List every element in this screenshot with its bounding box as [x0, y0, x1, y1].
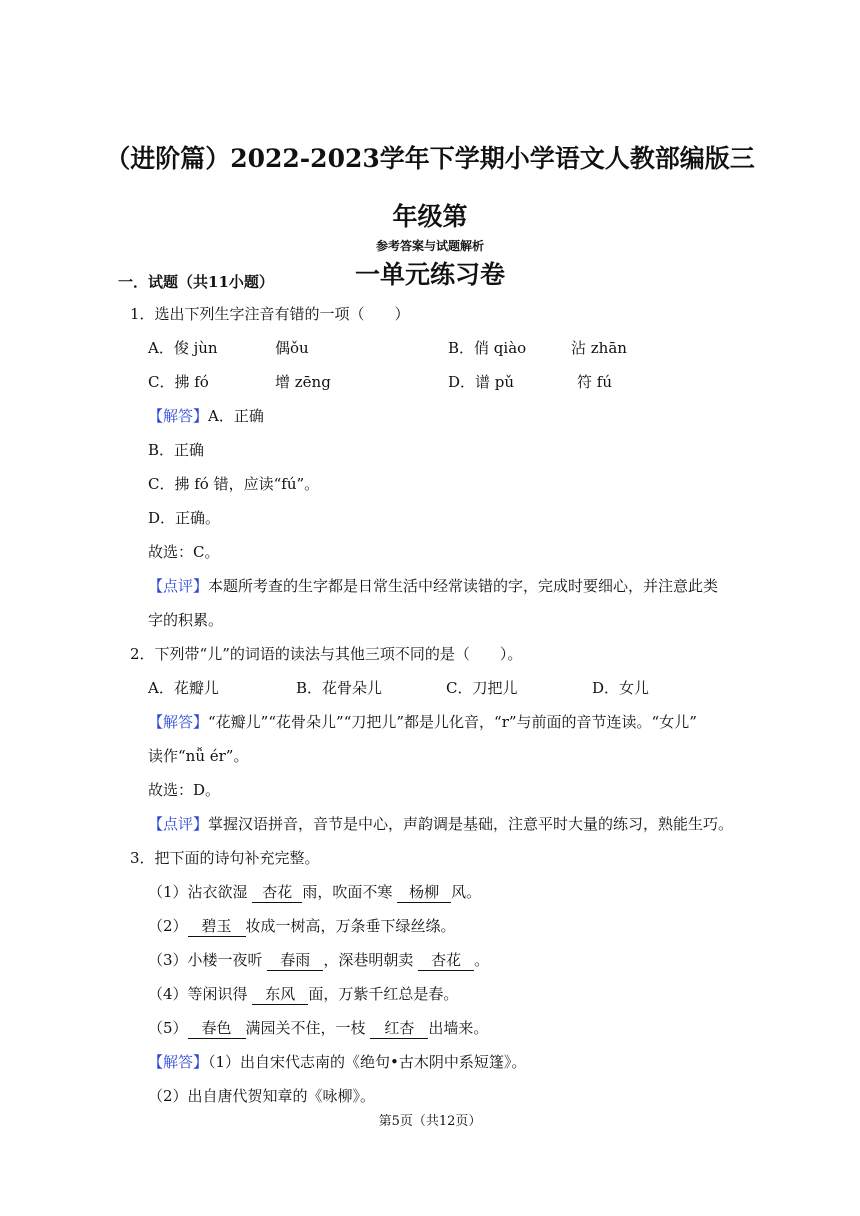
comment-tag: 【点评】 — [148, 815, 209, 833]
q3-line-4 — [148, 984, 458, 1005]
q3-line-5-text-1: （5） — [148, 1019, 188, 1037]
q3-line-5-blank-1: 春色 — [188, 1018, 246, 1039]
q3-line-3-text-2: ，深巷明朝卖 — [323, 951, 419, 969]
q2-option-c: C．刀把儿 — [446, 679, 518, 697]
title-line-2: 一单元练习卷 — [354, 260, 505, 289]
q2-answer — [148, 712, 697, 732]
q3-line-5 — [148, 1018, 488, 1039]
q2-option-d: D．女儿 — [592, 679, 650, 697]
q2-option-a: A．花瓣儿 — [148, 679, 219, 697]
q3-line-3-blank-1: 春雨 — [267, 950, 323, 971]
q1-option-b: B．俏 qiào — [448, 339, 527, 357]
q1-option-a-2: 偶ǒu — [275, 339, 309, 357]
q1-answer-text: A．正确 — [208, 407, 264, 425]
q3-line-5-text-3: 出墙来。 — [428, 1019, 489, 1037]
q3-line-1-blank-1: 杏花 — [252, 882, 302, 903]
q3-line-3-blank-2: 杏花 — [418, 950, 474, 971]
q3-line-3 — [148, 950, 489, 971]
q1-answer-c: C．拂 fó 错，应读“fú”。 — [148, 475, 320, 493]
q3-line-2-text-2: 妆成一树高，万条垂下绿丝绦。 — [245, 917, 456, 935]
q1-comment-text: 本题所考查的生字都是日常生活中经常读错的字，完成时要细心，并注意此类 — [208, 577, 719, 595]
q2-option-b: B．花骨朵儿 — [296, 679, 383, 697]
q3-line-3-text-3: 。 — [474, 951, 490, 969]
answer-tag: 【解答】 — [148, 407, 209, 425]
q1-choice: 故选：C。 — [148, 543, 220, 561]
q3-line-4-text-1: （4）等闲识得 — [148, 985, 253, 1003]
q3-line-1-text-2: 雨，吹面不寒 — [302, 883, 398, 901]
q3-line-1 — [148, 882, 481, 903]
q1-answer-b: B．正确 — [148, 441, 205, 459]
title-line-1: （进阶篇）2022-2023学年下学期小学语文人教部编版三年级第 — [105, 144, 755, 231]
q3-line-4-blank-1: 东风 — [252, 984, 308, 1005]
q3-line-4-text-2: 面，万紫千红总是春。 — [308, 985, 459, 1003]
page-footer: 第5页（共12页） — [378, 1114, 482, 1129]
q3-line-2 — [148, 916, 456, 937]
q3-answer-text: （1）出自宋代志南的《绝句•古木阴中系短篷》。 — [208, 1053, 527, 1071]
q1-option-d: D．谱 pǔ — [448, 373, 515, 391]
q2-answer-text: “花瓣儿”“花骨朵儿”“刀把儿”都是儿化音，“r”与前面的音节连读。“女儿” — [208, 713, 697, 731]
q1-option-c: C．拂 fó — [148, 373, 209, 391]
q3-line-2-text-1: （2） — [148, 917, 188, 935]
comment-tag: 【点评】 — [148, 577, 209, 595]
section-heading: 一．试题（共11小题） — [118, 273, 274, 291]
q3-stem: 3．把下面的诗句补充完整。 — [130, 849, 320, 867]
subtitle: 参考答案与试题解析 — [375, 239, 484, 253]
q3-answer — [148, 1052, 526, 1072]
q3-line-5-text-2: 满园关不住，一枝 — [245, 1019, 371, 1037]
q3-line-5-blank-2: 红杏 — [370, 1018, 428, 1039]
q1-option-c-2: 增 zēng — [275, 373, 331, 391]
q1-answer-d: D．正确。 — [148, 509, 221, 527]
q2-comment — [148, 814, 733, 834]
answer-tag: 【解答】 — [148, 1053, 209, 1071]
q1-option-a: A．俊 jùn — [148, 339, 218, 357]
q1-stem: 1．选出下列生字注音有错的一项（ ） — [130, 305, 410, 323]
q1-comment — [148, 576, 718, 596]
answer-tag: 【解答】 — [148, 713, 209, 731]
q3-answer-cont: （2）出自唐代贺知章的《咏柳》。 — [148, 1087, 376, 1105]
q3-line-2-blank-1: 碧玉 — [188, 916, 246, 937]
q1-comment-cont: 字的积累。 — [148, 611, 224, 629]
q3-line-1-blank-2: 杨柳 — [397, 882, 451, 903]
q1-option-d-2: 符 fú — [577, 373, 612, 391]
q3-line-1-text-1: （1）沾衣欲湿 — [148, 883, 253, 901]
q2-stem: 2．下列带“儿”的词语的读法与其他三项不同的是（ ）。 — [130, 645, 523, 663]
q2-comment-text: 掌握汉语拼音，音节是中心，声韵调是基础，注意平时大量的练习，熟能生巧。 — [208, 815, 734, 833]
q2-answer-cont: 读作“nǚ ér”。 — [148, 747, 249, 765]
q1-option-b-2: 沾 zhān — [571, 339, 627, 357]
q1-answer — [148, 406, 264, 426]
q3-line-3-text-1: （3）小楼一夜听 — [148, 951, 268, 969]
q2-choice: 故选：D。 — [148, 781, 221, 799]
q3-line-1-text-3: 风。 — [451, 883, 482, 901]
